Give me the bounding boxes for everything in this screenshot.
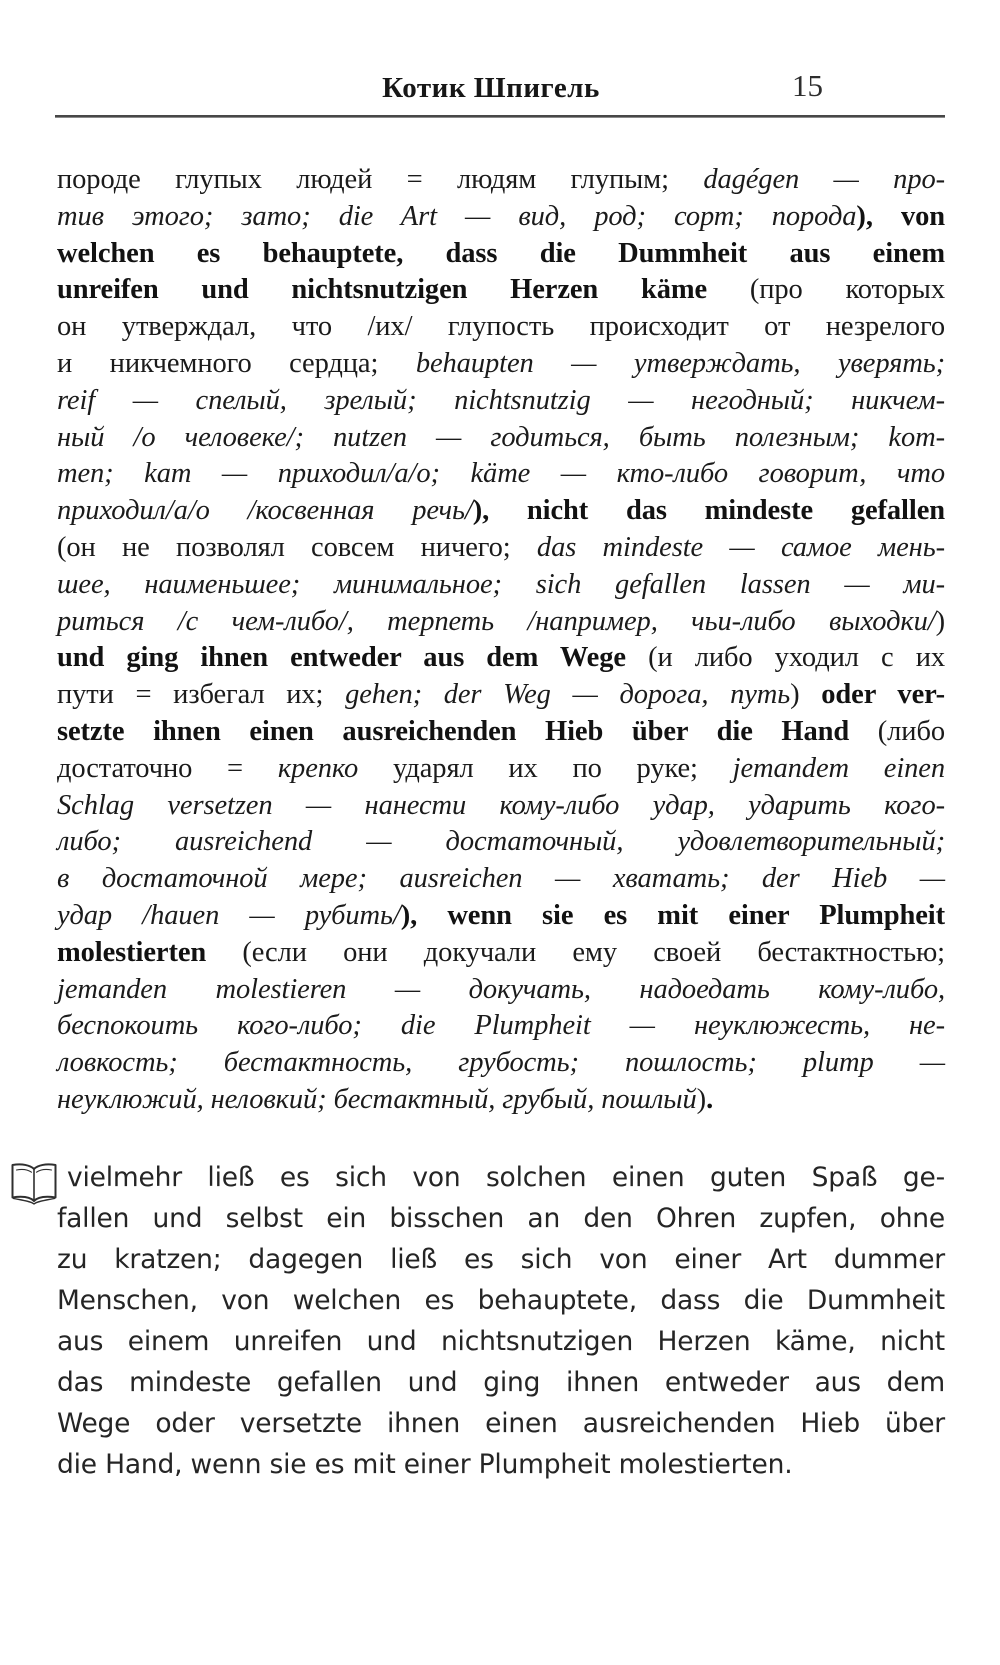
text-segment: ), von bbox=[856, 200, 945, 232]
text-line bbox=[57, 1045, 945, 1082]
text-line bbox=[57, 1157, 945, 1198]
text-segment: неуклюжий, неловкий; бестактный, грубый, пошлый bbox=[57, 1083, 697, 1115]
text-line bbox=[57, 714, 945, 751]
text-line bbox=[57, 1198, 945, 1239]
german-paragraph-block bbox=[57, 1157, 945, 1485]
text-line bbox=[57, 493, 945, 530]
text-segment: molestierten bbox=[57, 936, 243, 968]
text-segment: gehen; der Weg — дорога, путь bbox=[345, 679, 791, 711]
text-segment: setzte ihnen einen ausreichenden Hieb über die Hand bbox=[57, 715, 878, 747]
text-line bbox=[57, 1444, 945, 1485]
text-segment: ударял их по руке; bbox=[358, 752, 733, 784]
text-segment: (и либо уходил с их bbox=[648, 642, 945, 674]
text-segment: das mindeste — самое мень- bbox=[536, 531, 945, 563]
text-segment: fallen und selbst ein bisschen an den Ohren zupfen, ohne bbox=[57, 1203, 945, 1234]
text-segment: удар /hauen — рубить/ bbox=[57, 899, 401, 931]
header-rule bbox=[55, 115, 945, 118]
text-segment: oder ver- bbox=[821, 679, 946, 711]
text-line bbox=[57, 1403, 945, 1444]
text-line bbox=[57, 456, 945, 493]
text-segment: приходил/а/о /косвенная речь/ bbox=[57, 495, 473, 527]
text-segment: пути = избегал их; bbox=[57, 679, 346, 711]
text-segment: ), nicht das mindeste gefallen bbox=[472, 495, 945, 527]
text-segment: ный /о человеке/; nutzen — годиться, быть полезным; kom- bbox=[57, 421, 945, 453]
text-segment: reif — спелый, зрелый; nichtsnutzig — негодный; никчем- bbox=[57, 384, 945, 416]
text-line bbox=[57, 1321, 945, 1362]
text-line bbox=[57, 530, 945, 567]
text-segment: (либо bbox=[877, 715, 945, 747]
main-text-block bbox=[57, 162, 945, 1119]
text-segment: aus einem unreifen und nichtsnutzigen Herzen käme, nicht bbox=[57, 1326, 945, 1357]
text-line bbox=[57, 383, 945, 420]
text-segment: достаточно = bbox=[57, 752, 278, 784]
text-segment: Schlag versetzen — нанести кому-либо удар, ударить кого- bbox=[57, 789, 945, 821]
text-segment: Menschen, von welchen es behauptete, dass die Dummheit bbox=[57, 1285, 945, 1316]
text-segment: . bbox=[706, 1083, 714, 1115]
text-segment: он утверждал, что /их/ глупость происходит от незрелого bbox=[57, 311, 945, 343]
text-segment: Wege oder versetzte ihnen einen ausreichenden Hieb über bbox=[57, 1408, 945, 1439]
text-segment: беспокоить кого-либо; die Plumpheit — неуклюжесть, не- bbox=[57, 1010, 945, 1042]
text-segment: men; kam — приходил/а/о; käme — кто-либо говорит, что bbox=[57, 458, 945, 490]
text-line bbox=[57, 972, 945, 1009]
text-line bbox=[57, 640, 945, 677]
text-segment: крепко bbox=[277, 752, 359, 784]
text-segment: dagégen — про- bbox=[703, 164, 946, 195]
text-line bbox=[57, 346, 945, 383]
text-segment: в достаточной мере; ausreichen — хватать; der Hieb — bbox=[57, 863, 945, 895]
text-line bbox=[57, 1008, 945, 1045]
text-segment: ) bbox=[696, 1083, 707, 1115]
text-line bbox=[57, 861, 945, 898]
text-segment: ), wenn sie es mit einer Plumpheit bbox=[400, 899, 945, 931]
text-line bbox=[57, 604, 945, 641]
text-line bbox=[57, 199, 945, 236]
open-book-icon bbox=[9, 1161, 59, 1207]
text-segment: породе глупых людей = людям глупым; bbox=[57, 164, 704, 195]
page-header bbox=[57, 66, 945, 112]
text-line bbox=[57, 309, 945, 346]
text-line bbox=[57, 162, 945, 199]
text-line bbox=[57, 751, 945, 788]
text-line bbox=[57, 1280, 945, 1321]
text-line bbox=[57, 935, 945, 972]
text-line bbox=[57, 1082, 945, 1119]
text-line bbox=[57, 1362, 945, 1403]
text-segment: (если они докучали ему своей бестактностью; bbox=[242, 936, 945, 968]
text-segment: и никчемного сердца; bbox=[57, 347, 416, 379]
text-segment: unreifen und nichtsnutzigen Herzen käme bbox=[57, 274, 750, 306]
text-segment: welchen es behauptete, dass die Dummheit aus einem bbox=[57, 237, 945, 269]
page-number: 15 bbox=[792, 68, 823, 103]
text-segment: либо; ausreichend — достаточный, удовлетворительный; bbox=[57, 826, 945, 858]
text-line bbox=[57, 236, 945, 273]
text-segment: behaupten — утверждать, уверять; bbox=[415, 347, 946, 379]
text-line bbox=[57, 420, 945, 457]
text-segment: ) bbox=[935, 605, 945, 637]
text-line bbox=[57, 677, 945, 714]
text-line bbox=[57, 567, 945, 604]
text-line bbox=[57, 824, 945, 861]
text-line bbox=[57, 272, 945, 309]
text-segment: und ging ihnen entweder aus dem Wege bbox=[57, 642, 649, 674]
text-line bbox=[57, 788, 945, 825]
running-title: Котик Шпигель bbox=[382, 72, 600, 104]
text-segment: die Hand, wenn sie es mit einer Plumpheit molestierten. bbox=[57, 1449, 793, 1480]
text-segment: vielmehr ließ es sich von solchen einen guten Spaß ge- bbox=[67, 1162, 945, 1193]
text-segment: zu kratzen; dagegen ließ es sich von einer Art dummer bbox=[57, 1244, 945, 1275]
text-segment: тив этого; зато; die Art — вид, род; сорт; порода bbox=[57, 200, 857, 232]
text-segment: jemanden molestieren — докучать, надоедать кому-либо, bbox=[57, 973, 945, 1005]
text-segment: jemandem einen bbox=[732, 752, 945, 784]
text-segment: риться /с чем-либо/, терпеть /например, чьи-либо выходки/ bbox=[57, 605, 936, 637]
text-segment: (про которых bbox=[749, 274, 946, 306]
text-line bbox=[57, 1239, 945, 1280]
text-segment: шее, наименьшее; минимальное; sich gefallen lassen — ми- bbox=[57, 568, 945, 600]
text-line bbox=[57, 898, 945, 935]
text-segment: ) bbox=[790, 679, 822, 711]
text-segment: (он не позволял совсем ничего; bbox=[57, 531, 537, 563]
text-segment: ловкость; бестактность, грубость; пошлость; plump — bbox=[57, 1047, 945, 1079]
text-segment: das mindeste gefallen und ging ihnen entweder aus dem bbox=[57, 1367, 945, 1398]
